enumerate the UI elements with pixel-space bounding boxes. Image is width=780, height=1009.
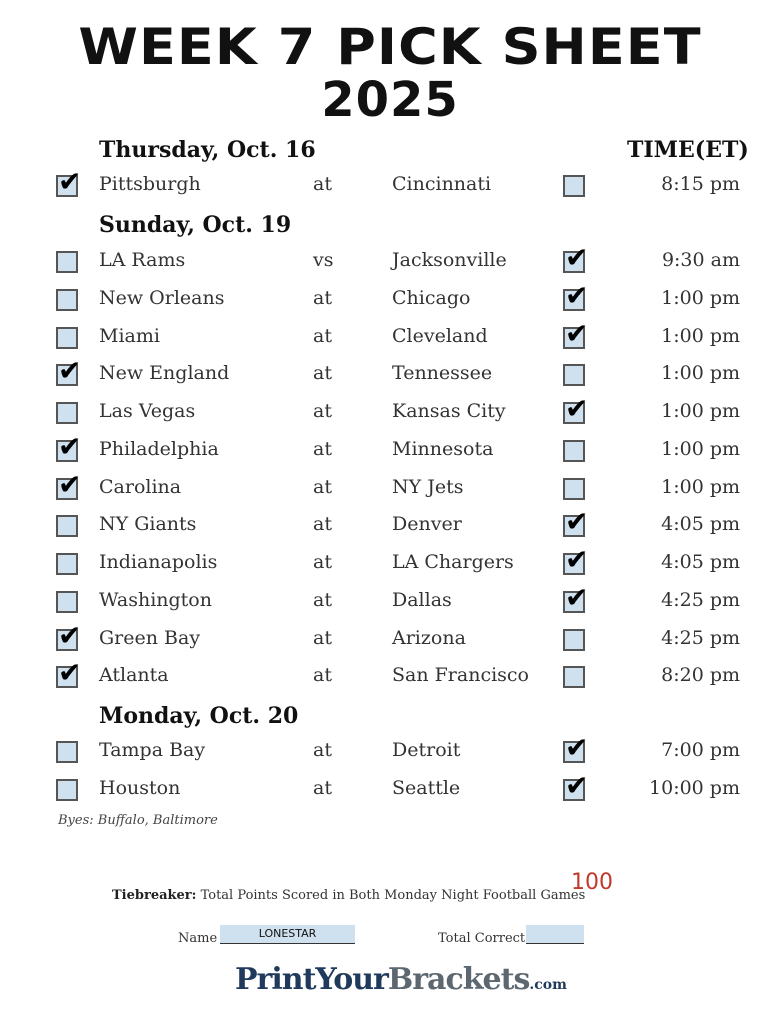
away-team: Las Vegas [99, 400, 196, 422]
page-title: WEEK 7 PICK SHEET [78, 18, 702, 76]
game-row [0, 768, 780, 813]
game-time: 1:00 pm [661, 400, 740, 422]
home-team: Arizona [392, 626, 466, 649]
checkmark-icon: ✔ [565, 278, 589, 312]
away-team: Houston [99, 776, 181, 799]
away-team: Carolina [99, 475, 182, 498]
logo-part-3: .com [529, 977, 567, 993]
away-pick-checkbox[interactable] [56, 553, 78, 575]
home-pick-checkbox[interactable] [563, 478, 585, 500]
away-team: Tampa Bay [99, 739, 206, 761]
checkmark-icon: ✔ [565, 316, 589, 350]
home-pick-checkbox[interactable] [563, 580, 589, 614]
game-row [0, 467, 780, 512]
matchup-separator: at [313, 739, 332, 761]
home-team: NY Jets [392, 475, 464, 498]
game-time: 1:00 pm [661, 475, 740, 498]
matchup-separator: at [313, 362, 332, 385]
game-time: 9:30 am [661, 249, 740, 271]
checkmark-icon: ✔ [565, 768, 589, 802]
home-team: Dallas [392, 588, 452, 611]
tiebreaker-text: Total Points Scored in Both Monday Night Football Games [200, 888, 586, 903]
logo-part-2: Brackets [387, 962, 530, 997]
home-pick-checkbox[interactable] [563, 629, 585, 651]
away-pick-checkbox[interactable] [56, 402, 78, 424]
game-time: 8:20 pm [661, 664, 740, 687]
page-year: 2025 [321, 72, 459, 128]
home-pick-checkbox[interactable] [563, 666, 585, 688]
game-row [0, 580, 780, 625]
home-team: Cincinnati [392, 173, 492, 195]
tiebreaker-label [112, 888, 585, 903]
home-team: Jacksonville [392, 249, 507, 271]
game-row [0, 316, 780, 361]
name-field[interactable]: LONESTAR [220, 925, 355, 944]
matchup-separator: at [313, 626, 332, 649]
away-pick-checkbox[interactable] [56, 165, 82, 198]
home-team: LA Chargers [392, 551, 514, 573]
checkmark-icon: ✔ [565, 241, 589, 274]
checkmark-icon: ✔ [565, 543, 589, 576]
matchup-separator: at [313, 664, 332, 687]
game-row [0, 241, 780, 285]
day-header: Monday, Oct. 20 [99, 703, 299, 729]
home-pick-checkbox[interactable] [563, 364, 585, 386]
game-time: 4:05 pm [661, 513, 740, 536]
checkmark-icon: ✔ [58, 429, 82, 463]
home-team: Chicago [392, 286, 471, 309]
checkmark-icon: ✔ [58, 618, 82, 652]
game-time: 1:00 pm [661, 286, 740, 309]
game-row [0, 731, 780, 775]
matchup-separator: at [313, 588, 332, 611]
game-row [0, 429, 780, 474]
matchup-separator: at [313, 400, 332, 422]
matchup-separator: at [313, 286, 332, 309]
home-team: Cleveland [392, 324, 488, 347]
away-pick-checkbox[interactable] [56, 741, 78, 763]
checkmark-icon: ✔ [565, 392, 589, 425]
game-row [0, 278, 780, 323]
matchup-separator: at [313, 324, 332, 347]
home-pick-checkbox[interactable] [563, 175, 585, 197]
home-pick-checkbox[interactable] [563, 392, 589, 425]
checkmark-icon: ✔ [58, 165, 82, 198]
away-pick-checkbox[interactable] [56, 515, 78, 537]
away-team: Indianapolis [99, 551, 218, 573]
game-time: 1:00 pm [661, 362, 740, 385]
tiebreaker-value[interactable]: 100 [571, 870, 613, 895]
away-team: Green Bay [99, 626, 201, 649]
away-team: New England [99, 362, 230, 385]
matchup-separator: at [313, 776, 332, 799]
away-pick-checkbox[interactable] [56, 354, 82, 388]
away-team: New Orleans [99, 286, 225, 309]
checkmark-icon: ✔ [565, 505, 589, 539]
game-time: 7:00 pm [661, 739, 740, 761]
home-pick-checkbox[interactable] [563, 316, 589, 350]
game-row [0, 656, 780, 700]
home-team: Detroit [392, 739, 461, 761]
away-team: Atlanta [99, 664, 169, 687]
checkmark-icon: ✔ [58, 467, 82, 501]
checkmark-icon: ✔ [58, 656, 82, 690]
game-time: 8:15 pm [661, 173, 740, 195]
total-correct-label: Total Correct [438, 931, 526, 946]
away-team: Washington [99, 588, 212, 611]
away-pick-checkbox[interactable] [56, 467, 82, 501]
home-team: Minnesota [392, 437, 494, 460]
away-pick-checkbox[interactable] [56, 429, 82, 463]
name-label: Name [178, 931, 218, 946]
game-time: 10:00 pm [649, 776, 740, 799]
matchup-separator: at [313, 437, 332, 460]
home-team: Denver [392, 513, 462, 536]
game-time: 1:00 pm [661, 437, 740, 460]
game-time: 4:05 pm [661, 551, 740, 573]
away-team: Miami [99, 324, 160, 347]
away-pick-checkbox[interactable] [56, 779, 78, 801]
home-team: Seattle [392, 776, 461, 799]
away-pick-checkbox[interactable] [56, 327, 78, 349]
away-team: LA Rams [99, 249, 186, 271]
game-time: 1:00 pm [661, 324, 740, 347]
away-pick-checkbox[interactable] [56, 289, 78, 311]
day-header: Thursday, Oct. 16 [99, 137, 316, 163]
matchup-separator: at [313, 513, 332, 536]
home-team: Tennessee [392, 362, 493, 385]
home-pick-checkbox[interactable] [563, 543, 589, 576]
time-header: TIME(ET) [627, 137, 749, 163]
away-pick-checkbox[interactable] [56, 618, 82, 652]
away-pick-checkbox[interactable] [56, 591, 78, 613]
matchup-separator: at [313, 173, 332, 195]
game-row [0, 543, 780, 587]
home-team: Kansas City [392, 400, 506, 422]
total-correct-field[interactable] [526, 925, 584, 944]
away-team: Philadelphia [99, 437, 219, 460]
game-time: 4:25 pm [661, 626, 740, 649]
home-pick-checkbox[interactable] [563, 505, 589, 539]
day-header: Sunday, Oct. 19 [99, 212, 292, 238]
checkmark-icon: ✔ [565, 731, 589, 764]
away-pick-checkbox[interactable] [56, 656, 82, 690]
away-pick-checkbox[interactable] [56, 251, 78, 273]
away-team: Pittsburgh [99, 173, 201, 195]
tiebreaker-title: Tiebreaker: [112, 888, 197, 903]
checkmark-icon: ✔ [58, 354, 82, 388]
away-team: NY Giants [99, 513, 197, 536]
matchup-separator: at [313, 551, 332, 573]
matchup-separator: at [313, 475, 332, 498]
matchup-separator: vs [313, 249, 334, 271]
home-pick-checkbox[interactable] [563, 241, 589, 274]
site-logo[interactable] [235, 962, 567, 997]
game-row [0, 505, 780, 549]
checkmark-icon: ✔ [565, 580, 589, 614]
logo-part-1: PrintYour [235, 962, 388, 997]
game-row [0, 618, 780, 663]
home-pick-checkbox[interactable] [563, 731, 589, 764]
game-row [0, 354, 780, 398]
home-pick-checkbox[interactable] [563, 278, 589, 312]
game-row [0, 392, 780, 436]
home-team: San Francisco [392, 664, 529, 687]
game-row [0, 165, 780, 209]
game-time: 4:25 pm [661, 588, 740, 611]
home-pick-checkbox[interactable] [563, 440, 585, 462]
home-pick-checkbox[interactable] [563, 768, 589, 802]
byes-text: Byes: Buffalo, Baltimore [58, 813, 218, 828]
